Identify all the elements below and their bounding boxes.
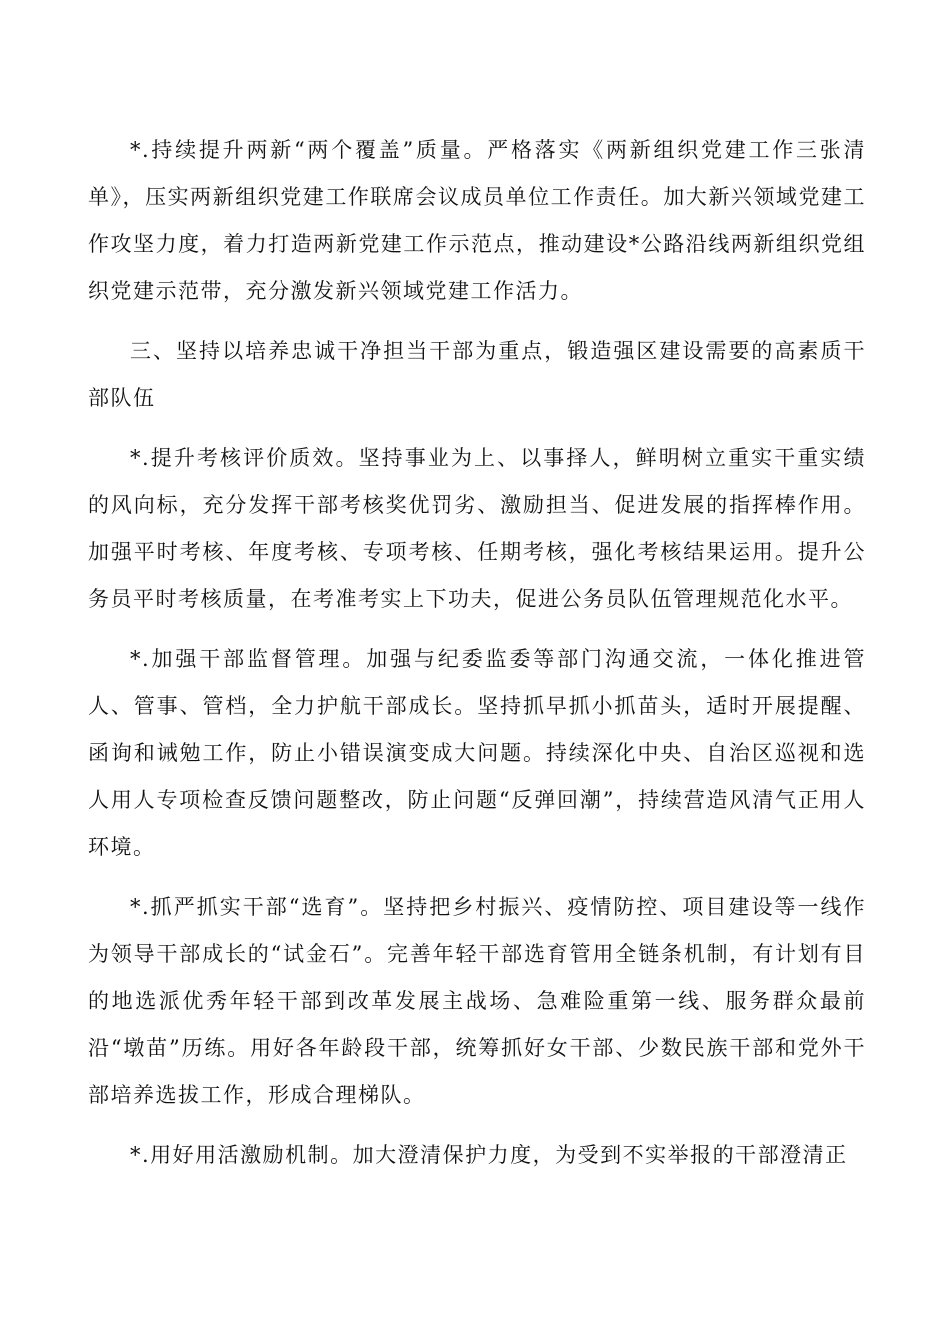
- paragraph-selection-training: *.抓严抓实干部“选育”。坚持把乡村振兴、疫情防控、项目建设等一线作为领导干部成长的“试金石”。完善年轻干部选育管用全链条机制，有计划有目的地选派优秀年轻干部到改革发展主战场、急难险重第一线、服务群众最前沿“墩苗”历练。用好各年龄段干部，统筹抓好女干部、少数民族干部和党外干部培养选拔工作，形成合理梯队。: [88, 895, 866, 1107]
- paragraph-incentive-mechanism: *.用好用活激励机制。加大澄清保护力度，为受到不实举报的干部澄清正: [130, 1143, 848, 1167]
- paragraph-two-new-coverage: *.持续提升两新“两个覆盖”质量。严格落实《两新组织党建工作三张清单》，压实两新组织党建工作联席会议成员单位工作责任。加大新兴领域党建工作攻坚力度，着力打造两新党建工作示范点，推动建设*公路沿线两新组织党组织党建示范带，充分激发新兴领域党建工作活力。: [88, 138, 866, 303]
- document-body: [88, 127, 866, 1192]
- paragraph-assessment: *.提升考核评价质效。坚持事业为上、以事择人，鲜明树立重实干重实绩的风向标，充分发挥干部考核奖优罚劣、激励担当、促进发展的指挥棒作用。加强平时考核、年度考核、专项考核、任期考核，强化考核结果运用。提升公务员平时考核质量，在考准考实上下功夫，促进公务员队伍管理规范化水平。: [88, 446, 866, 611]
- section-heading-cadres: 三、坚持以培养忠诚干净担当干部为重点，锻造强区建设需要的高素质干部队伍: [88, 339, 866, 410]
- paragraph-supervision: *.加强干部监督管理。加强与纪委监委等部门沟通交流，一体化推进管人、管事、管档，全力护航干部成长。坚持抓早抓小抓苗头，适时开展提醒、函询和诫勉工作，防止小错误演变成大问题。持续深化中央、自治区巡视和选人用人专项检查反馈问题整改，防止问题“反弹回潮”，持续营造风清气正用人环境。: [88, 647, 866, 859]
